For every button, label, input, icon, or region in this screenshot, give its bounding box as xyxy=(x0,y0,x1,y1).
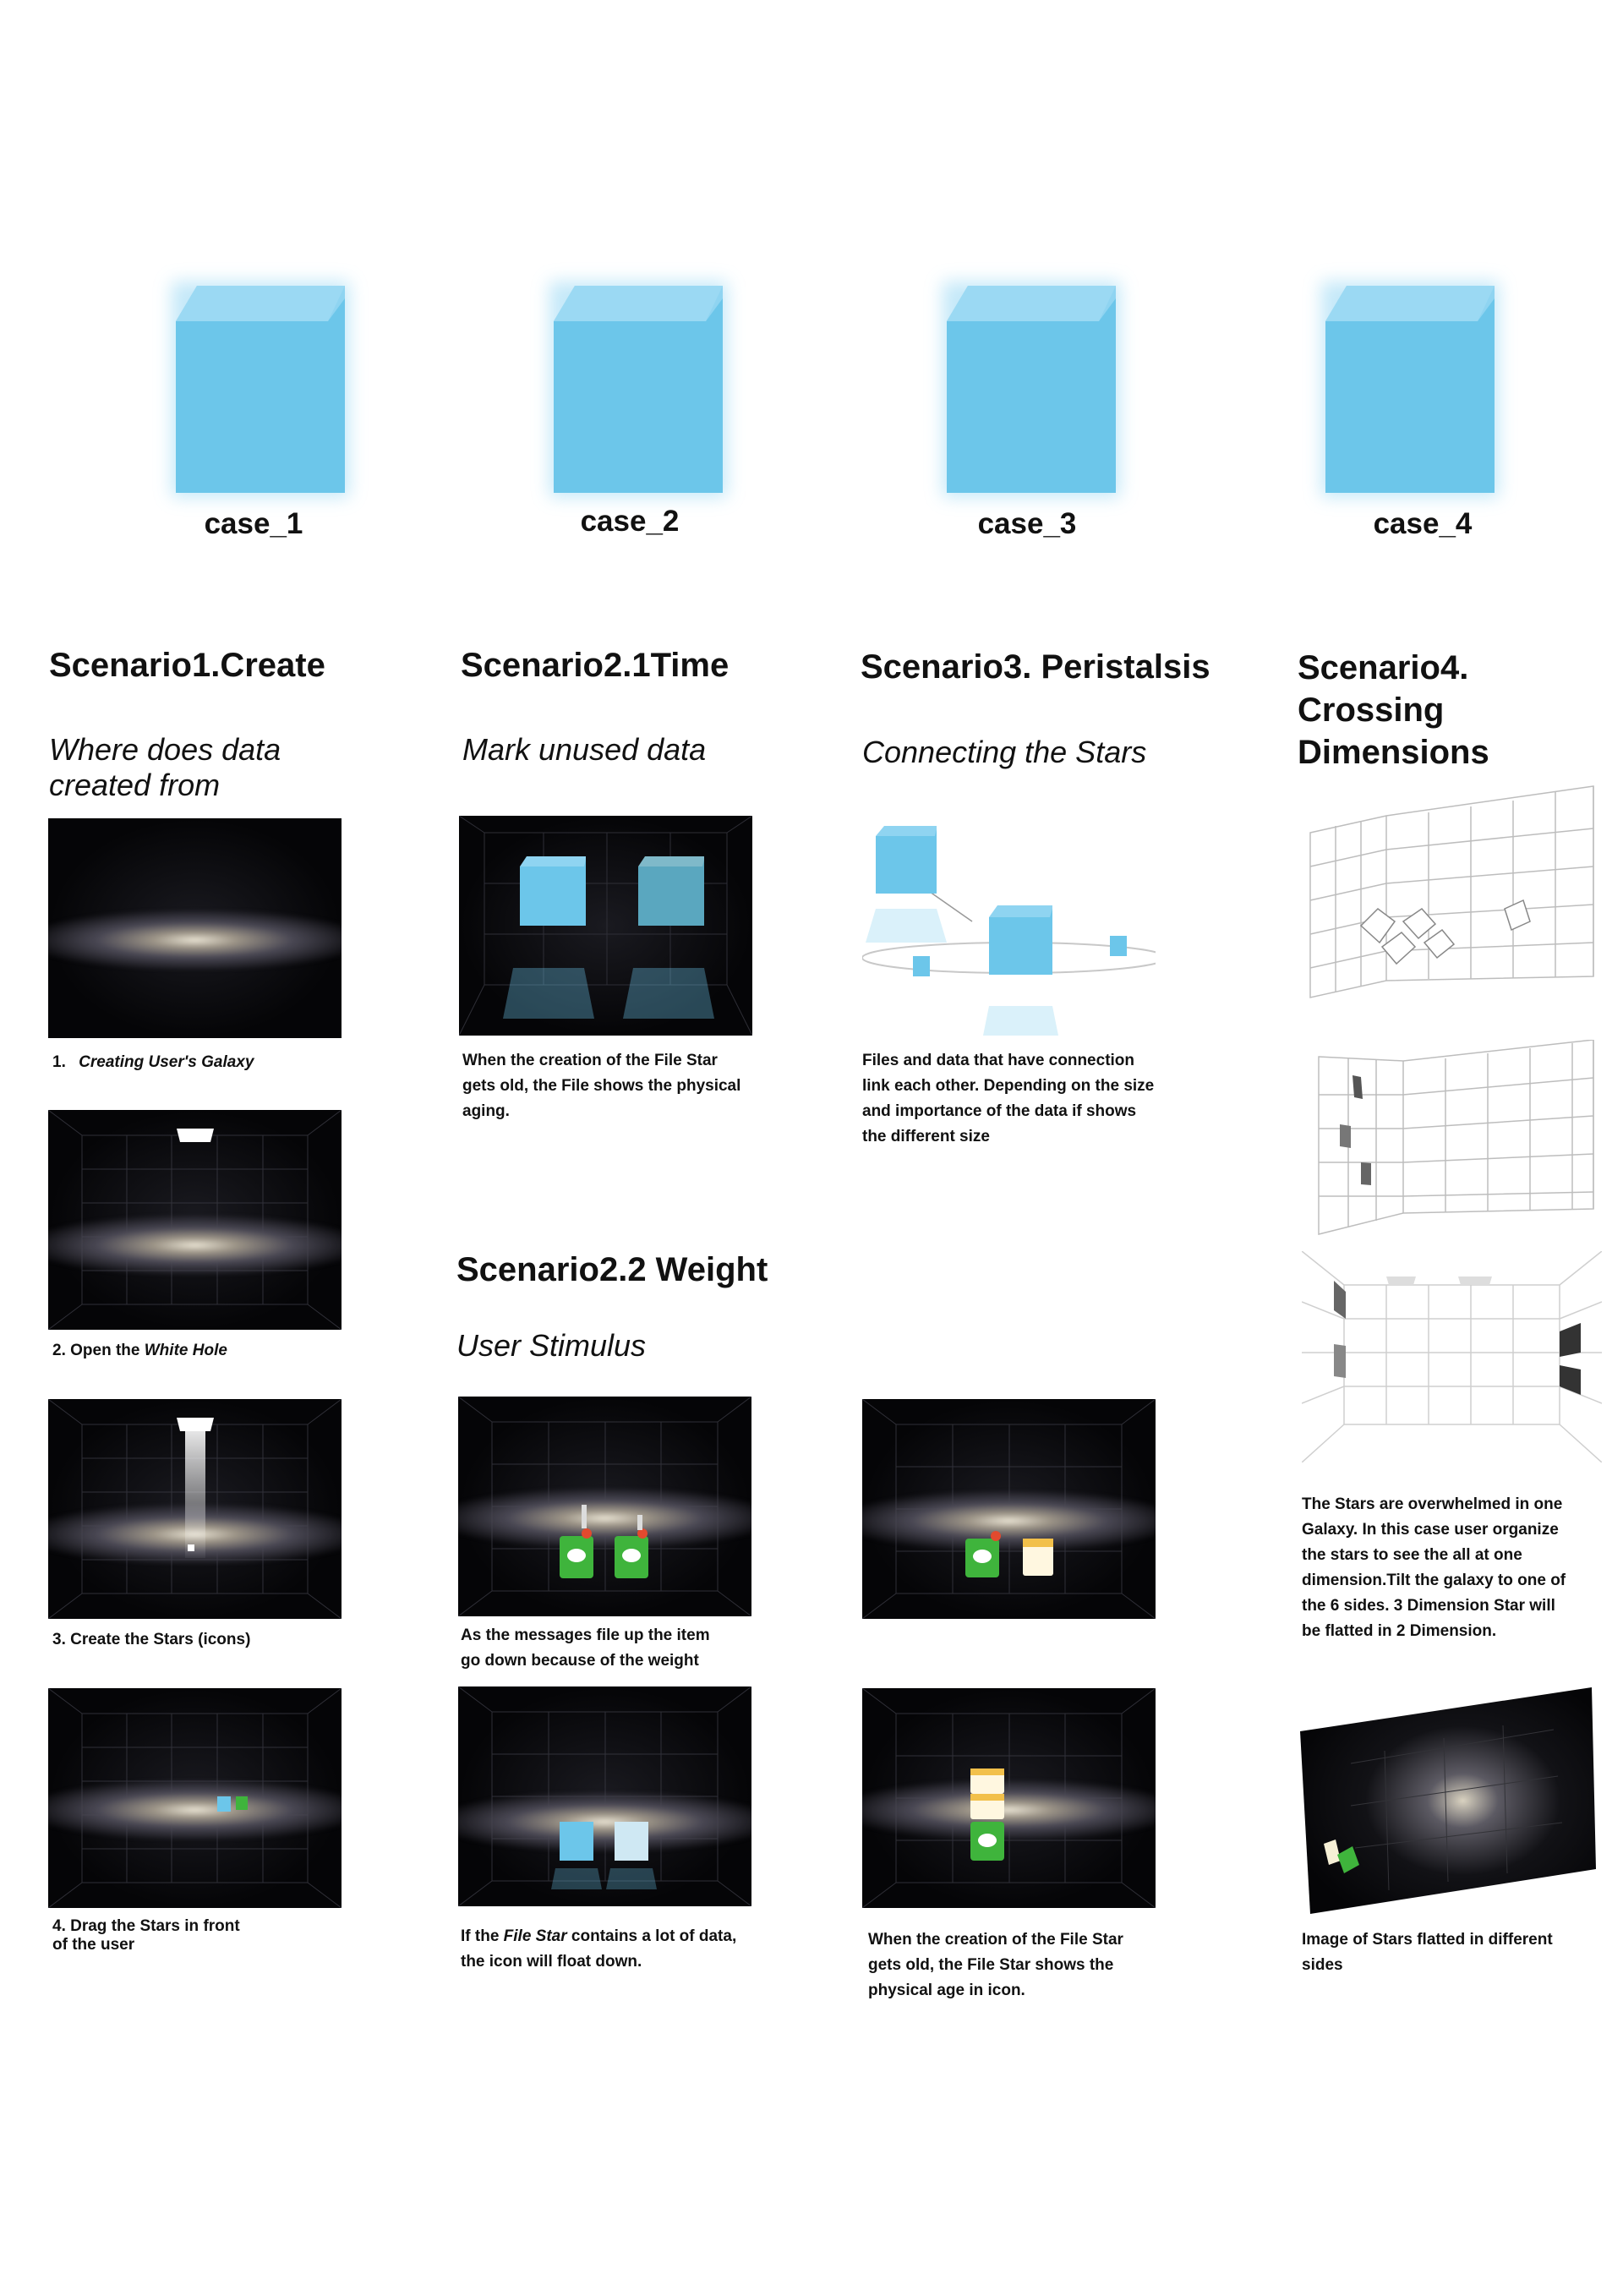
connected-cubes-icon xyxy=(862,816,1156,1036)
scenario1-caption-2 xyxy=(52,1338,227,1364)
caption-line: the different size xyxy=(862,1128,990,1145)
light-beam-icon xyxy=(48,1399,342,1619)
scenario1-subtitle-line2: created from xyxy=(49,768,221,802)
caption-line: Galaxy. In this case user organize xyxy=(1302,1521,1559,1539)
scene-weight-2 xyxy=(458,1686,751,1906)
scenario1-subtitle xyxy=(49,732,281,803)
caption-line: Files and data that have connection xyxy=(862,1052,1135,1069)
scene-drag-stars xyxy=(48,1688,342,1908)
folder-cube-icon-4 xyxy=(1325,286,1495,493)
scenario2-2-caption-2 xyxy=(461,1924,736,1975)
caption-line: When the creation of the File Star xyxy=(462,1052,718,1069)
caption-line: 4. Drag the Stars in front xyxy=(52,1917,240,1935)
room-grid-icon xyxy=(1302,1251,1602,1462)
scenario3-subtitle: Connecting the Stars xyxy=(862,735,1147,769)
scenario2-2-caption-1 xyxy=(461,1623,710,1674)
case-label-4: case_4 xyxy=(1373,507,1473,540)
caption-suffix: contains a lot of data, xyxy=(566,1927,737,1945)
caption-italic: File Star xyxy=(503,1927,567,1945)
scene-time-aging xyxy=(459,816,752,1036)
caption-line: aging. xyxy=(462,1102,510,1120)
scene-connected-stars xyxy=(862,816,1156,1036)
floating-files-icon xyxy=(458,1686,751,1906)
perspective-grid-side-icon xyxy=(1302,1040,1602,1238)
scene-white-hole xyxy=(48,1110,342,1330)
title-line: Scenario4. xyxy=(1298,649,1469,686)
scenario2-2-subtitle: User Stimulus xyxy=(456,1328,647,1363)
caption-line: be flatted in 2 Dimension. xyxy=(1302,1622,1497,1640)
caption-line: of the user xyxy=(52,1936,135,1954)
case-label-1: case_1 xyxy=(204,507,303,540)
caption-number: 1. xyxy=(52,1053,66,1071)
caption-line: link each other. Depending on the size xyxy=(862,1077,1155,1095)
caption-line: the icon will float down. xyxy=(461,1953,642,1971)
caption-line: The Stars are overwhelmed in one xyxy=(1302,1495,1563,1513)
caption-line: gets old, the File Star shows the xyxy=(868,1956,1114,1974)
stars-icons xyxy=(48,1688,342,1908)
scenario4-caption-1 xyxy=(1302,1492,1566,1644)
grid-side-tiles xyxy=(1302,1040,1602,1238)
caption-prefix: 2. Open the xyxy=(52,1342,145,1359)
scenario1-subtitle-line1: Where does data xyxy=(49,732,281,767)
scenario3-title: Scenario3. Peristalsis xyxy=(861,648,1210,686)
scenario2-1-subtitle: Mark unused data xyxy=(462,732,707,767)
caption-line: Image of Stars flatted in different xyxy=(1302,1931,1553,1949)
caption-line: the stars to see the all at one xyxy=(1302,1546,1522,1564)
scenario1-caption-4 xyxy=(52,1917,240,1954)
caption-text: Creating User's Galaxy xyxy=(79,1053,254,1071)
scenario2-1-caption xyxy=(462,1048,740,1124)
case-label-2: case_2 xyxy=(580,505,680,538)
stacked-icons xyxy=(862,1688,1156,1908)
scene-peristalsis-1 xyxy=(862,1399,1156,1619)
caption-italic: White Hole xyxy=(144,1342,227,1359)
caption-line: the 6 sides. 3 Dimension Star will xyxy=(1302,1597,1555,1615)
scene-galaxy-1 xyxy=(48,818,342,1038)
grid-flattened-sides xyxy=(1302,1251,1602,1462)
folder-cube-icon-2 xyxy=(554,286,723,493)
aging-cubes-icon xyxy=(459,816,752,1036)
perspective-grid-icon xyxy=(1302,782,1602,1014)
scene-create-stars xyxy=(48,1399,342,1619)
scenario3-caption-2 xyxy=(868,1927,1123,2004)
caption-prefix: If the xyxy=(461,1927,504,1945)
caption-line: When the creation of the File Star xyxy=(868,1931,1123,1949)
caption-line: gets old, the File shows the physical xyxy=(462,1077,741,1095)
title-line: Dimensions xyxy=(1298,734,1489,771)
message-app-icons xyxy=(458,1397,751,1616)
scene-peristalsis-2 xyxy=(862,1688,1156,1908)
scenario1-caption-3: 3. Create the Stars (icons) xyxy=(52,1631,251,1648)
scene-weight-1 xyxy=(458,1397,751,1616)
caption-line: and importance of the data if shows xyxy=(862,1102,1137,1120)
app-and-note-icons xyxy=(862,1399,1156,1619)
scenario1-title: Scenario1.Create xyxy=(49,647,325,684)
caption-line: sides xyxy=(1302,1956,1343,1974)
caption-line: go down because of the weight xyxy=(461,1652,699,1670)
scene-tilted-galaxy xyxy=(1300,1687,1596,1914)
folder-cube-icon-3 xyxy=(947,286,1116,493)
scenario3-caption-1 xyxy=(862,1048,1154,1150)
scenario2-2-title: Scenario2.2 Weight xyxy=(456,1251,768,1288)
tilted-galaxy-icon xyxy=(1300,1687,1596,1914)
caption-line: dimension.Tilt the galaxy to one of xyxy=(1302,1572,1566,1589)
scenario4-caption-2 xyxy=(1302,1927,1553,1978)
scenario4-title xyxy=(1298,647,1489,774)
caption-line: As the messages file up the item xyxy=(461,1626,710,1644)
scenario1-caption-1 xyxy=(52,1050,254,1075)
caption-line xyxy=(461,1924,736,1949)
caption-line: physical age in icon. xyxy=(868,1982,1025,1999)
folder-cube-icon-1 xyxy=(176,286,345,493)
scenario2-1-title: Scenario2.1Time xyxy=(461,647,730,684)
case-label-3: case_3 xyxy=(977,507,1077,540)
white-hole-icon xyxy=(48,1110,342,1330)
title-line: Crossing xyxy=(1298,692,1445,729)
grid-tilted-cubes xyxy=(1302,782,1602,1014)
